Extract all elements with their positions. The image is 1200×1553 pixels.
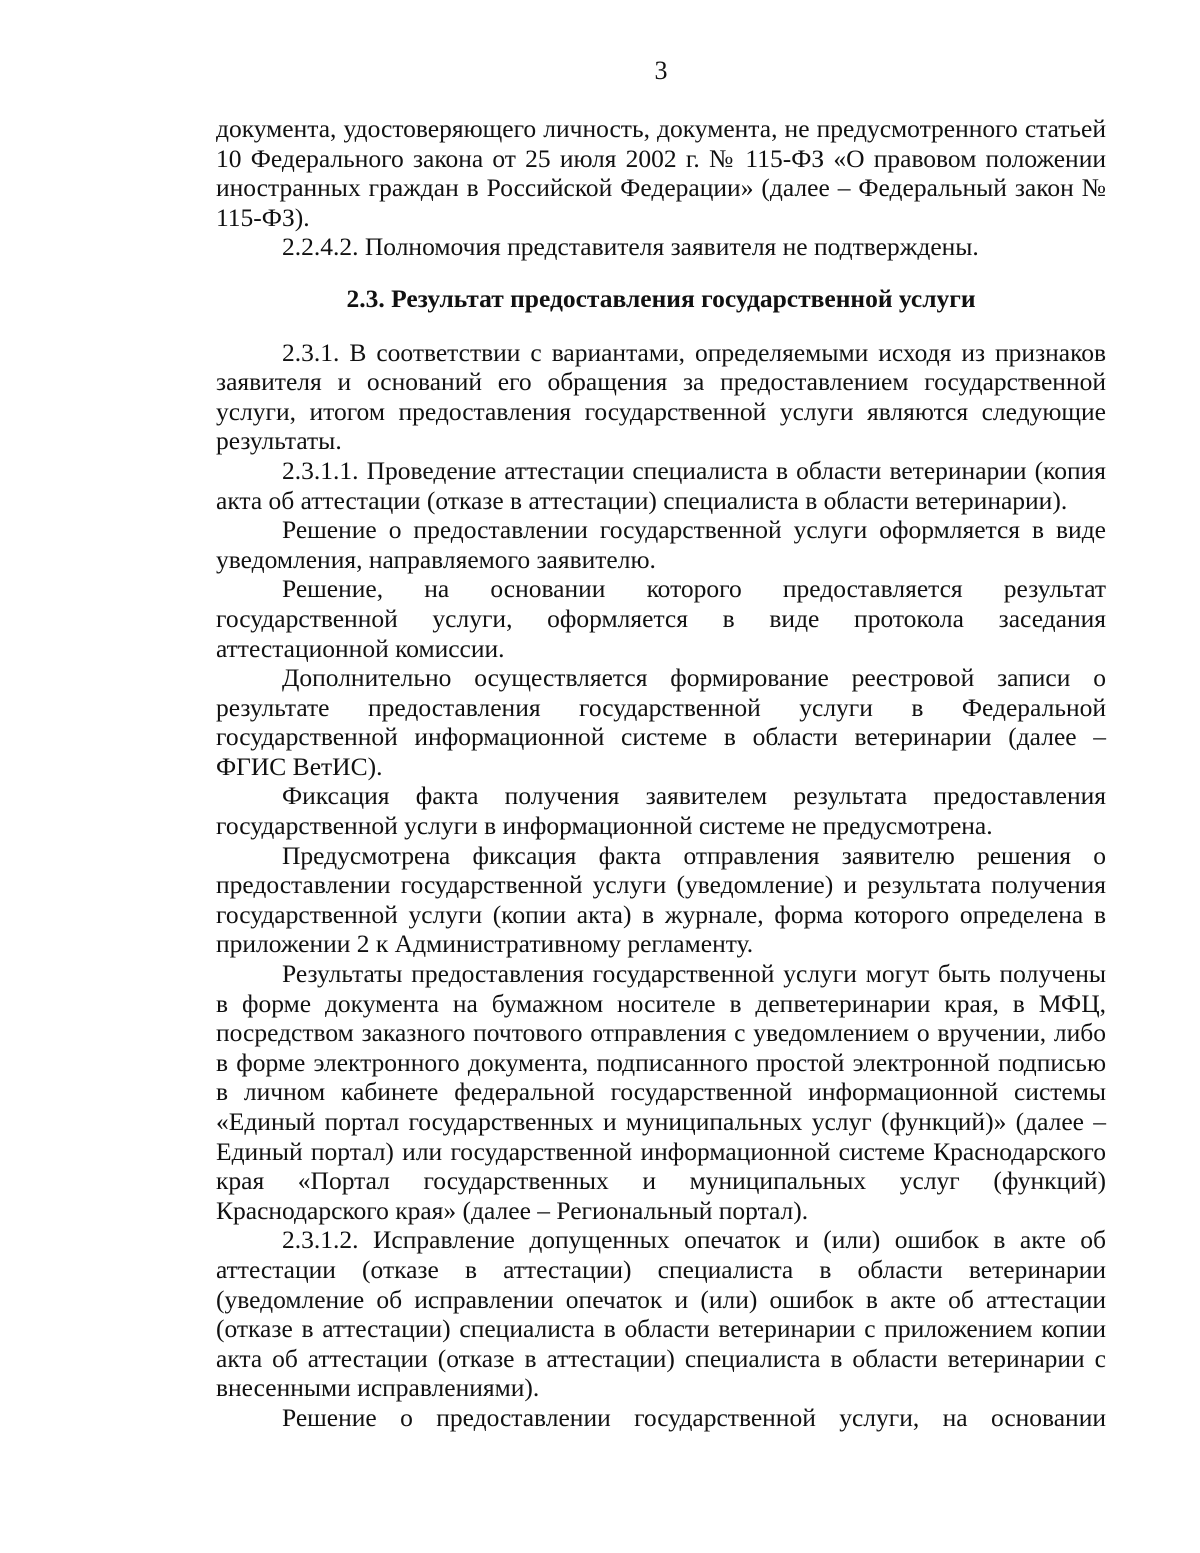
paragraph-2-3-1: 2.3.1. В соответствии с вариантами, определяемыми исходя из признаков заявителя и оснований его обращения за предоставлением государственной услуги, итогом предоставления государственной услуги являются следующие результаты. [216, 337, 1106, 456]
paragraph-results-delivery: Результаты предоставления государственной услуги могут быть получены в форме документа на бумажном носителе в депветеринарии края, в МФЦ, посредством заказного почтового отправления с уведомлением о вручении, либо в форме электронного документа, подписанного простой электронной подписью в личном кабинете федеральной государственной информационной системы «Единый портал государственных и муниципальных услуг (функций)» (далее – Единый портал) или государственной информационной системе Краснодарского края «Портал государственных и муниципальных услуг (функций) Краснодарского края» (далее – Региональный портал). [216, 959, 1106, 1225]
paragraph-decision-notification: Решение о предоставлении государственной услуги оформляется в виде уведомления, направляемого заявителю. [216, 515, 1106, 574]
paragraph-fixation-not-provided: Фиксация факта получения заявителем результата предоставления государственной услуги в информационной системе не предусмотрена. [216, 781, 1106, 841]
page-number: 3 [654, 56, 668, 85]
paragraph-decision-protocol: Решение, на основании которого предоставляется результат государственной услуги, оформляется в виде протокола заседания аттестационной комиссии. [216, 574, 1106, 663]
paragraph-decision-basis: Решение о предоставлении государственной услуги, на основании [282, 1402, 1106, 1432]
paragraph-continuation: документа, удостоверяющего личность, документа, не предусмотренного статьей 10 Федерального закона от 25 июля 2002 г. № 115-ФЗ «О правовом положении иностранных граждан в Российской Федерации» (далее – Федеральный закон № 115-ФЗ). [216, 114, 1106, 232]
document-page [216, 56, 1106, 1433]
paragraph-2-2-4-2: 2.2.4.2. Полномочия представителя заявителя не подтверждены. [282, 232, 979, 262]
paragraph-registry-record: Дополнительно осуществляется формирование реестровой записи о результате предоставления государственной услуги в Федеральной государственной информационной системе в области ветеринарии (далее – ФГИС ВетИС). [216, 663, 1106, 781]
paragraph-fixation-journal: Предусмотрена фиксация факта отправления заявителю решения о предоставлении государственной услуги (уведомление) и результата получения государственной услуги (копии акта) в журнале, форма которого определена в приложении 2 к Административному регламенту. [216, 840, 1106, 959]
paragraph-2-3-1-1: 2.3.1.1. Проведение аттестации специалиста в области ветеринарии (копия акта об аттестации (отказе в аттестации) специалиста в области ветеринарии). [216, 455, 1106, 515]
section-heading-2-3: 2.3. Результат предоставления государственной услуги [346, 283, 976, 313]
paragraph-2-3-1-2: 2.3.1.2. Исправление допущенных опечаток и (или) ошибок в акте об аттестации (отказе в аттестации) специалиста в области ветеринарии (уведомление об исправлении опечаток и (или) ошибок в акте об аттестации (отказе в аттестации) специалиста в области ветеринарии с приложением копии акта об аттестации (отказе в аттестации) специалиста в области ветеринарии с внесенными исправлениями). [216, 1225, 1106, 1403]
